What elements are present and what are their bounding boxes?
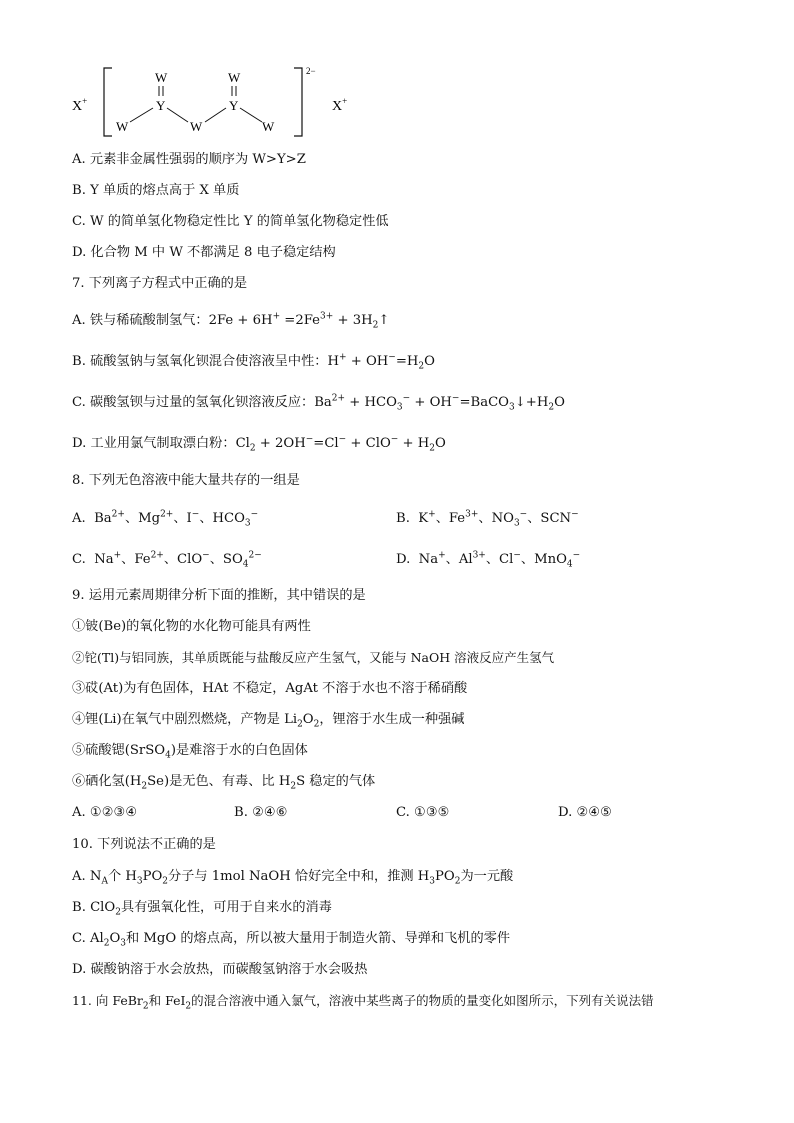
q10-option-d: D. 碳酸钠溶于水会放热，而碳酸氢钠溶于水会吸热 xyxy=(72,962,368,977)
q7-c-label: C. 碳酸氢钡与过量的氢氧化钡溶液反应： xyxy=(72,395,315,410)
q9-item-1: ①铍(Be)的氧化物的水化物可能具有两性 xyxy=(72,619,311,634)
atom-w-top1: W xyxy=(155,70,168,85)
structure-diagram xyxy=(66,62,366,142)
atom-w-left: W xyxy=(116,119,129,134)
q9-stem: 9. 运用元素周期律分析下面的推断，其中错误的是 xyxy=(72,588,366,603)
q6-option-d: D. 化合物 M 中 W 不都满足 8 电子稳定结构 xyxy=(72,245,336,260)
bond-wmid-y2 xyxy=(205,108,226,122)
q10-option-b: B. ClO$_2$具有强氧化性，可用于自来水的消毒 xyxy=(72,900,332,918)
q7-option-d: D. 工业用氯气制取漂白粉：$Cl_2 + 2OH^-=Cl^- + ClO^- + H_2O$ xyxy=(72,434,446,454)
q9-option-a: A. ①②③④ xyxy=(72,805,138,820)
bracket-left xyxy=(104,68,112,136)
q8-option-c: C. Na+、$Fe^{2+}$、ClO−、$SO_4^{2-}$ xyxy=(72,550,262,570)
q9-option-d: D. ②④⑤ xyxy=(558,805,612,820)
q8-option-d: D. Na+、$Al^{3+}$、Cl−、MnO$_4$− xyxy=(396,550,581,570)
atom-w-mid: W xyxy=(190,119,203,134)
bond-wleft-y1 xyxy=(130,108,153,122)
bond-y1-wmid xyxy=(167,108,188,122)
q10-option-a: A. $N_A$个 $H_3PO_2$分子与 1mol NaOH 恰好完全中和，推测 $H_3PO_2$为一元酸 xyxy=(72,869,514,887)
atom-w-right: W xyxy=(262,119,275,134)
cation-right: X+ xyxy=(332,96,348,114)
q9-item-4: ④锂(Li)在氧气中剧烈燃烧，产物是 $Li_2O_2$，锂溶于水生成一种强碱 xyxy=(72,712,465,730)
q8-option-b: B. K+、$Fe^{3+}$、$NO_3^-$、SCN− xyxy=(396,509,579,529)
q7-b-label: B. 硫酸氢钠与氢氧化钡混合使溶液呈中性： xyxy=(72,354,328,369)
q10-stem: 10. 下列说法不正确的是 xyxy=(72,837,216,852)
q6-option-c: C. W 的简单氢化物稳定性比 Y 的简单氢化物稳定性低 xyxy=(72,214,389,229)
q8-option-a: A. $Ba^{2+}$、$Mg^{2+}$、I−、$HCO_3^-$ xyxy=(72,509,259,529)
atom-y2: Y xyxy=(229,98,239,113)
cation-left: X+ xyxy=(72,96,88,114)
q9-item-3: ③砹(At)为有色固体，HAt 不稳定，AgAt 不溶于水也不溶于稀硝酸 xyxy=(72,681,468,696)
q7-stem: 7. 下列离子方程式中正确的是 xyxy=(72,276,248,291)
q9-option-b: B. ②④⑥ xyxy=(234,805,288,820)
anion-charge: 2− xyxy=(306,66,316,76)
q8-stem: 8. 下列无色溶液中能大量共存的一组是 xyxy=(72,473,300,488)
q7-d-label: D. 工业用氯气制取漂白粉： xyxy=(72,436,236,451)
q9-option-c: C. ①③⑤ xyxy=(396,805,450,820)
q7-option-c: C. 碳酸氢钡与过量的氢氧化钡溶液反应：$Ba^{2+} + HCO_3^-$ + $OH^-=BaCO_3↓+H_2O$ xyxy=(72,393,565,413)
q7-option-a: A. 铁与稀硫酸制氢气：$2Fe + 6H^+ =2Fe^{3+}$ + $3H_2↑$ xyxy=(72,311,390,331)
atom-y1: Y xyxy=(156,98,166,113)
q7-a-label: A. 铁与稀硫酸制氢气： xyxy=(72,313,209,328)
q9-item-2: ②铊(Tl)与铝同族，其单质既能与盐酸反应产生氢气，又能与 NaOH 溶液反应产生氢气 xyxy=(72,650,555,665)
q9-item-5: ⑤硫酸锶(SrSO$_4$)是难溶于水的白色固体 xyxy=(72,743,308,761)
q9-item-6: ⑥硒化氢$(H_2Se)$是无色、有毒、比 $H_2S$ 稳定的气体 xyxy=(72,774,376,792)
atom-w-top2: W xyxy=(228,70,241,85)
bond-y2-wright xyxy=(240,108,262,122)
q6-option-b: B. Y 单质的熔点高于 X 单质 xyxy=(72,183,240,198)
q10-option-c: C. $Al_2O_3$和 MgO 的熔点高，所以被大量用于制造火箭、导弹和飞机的零件 xyxy=(72,931,511,949)
q11-stem: 11. 向 FeBr$_2$和 FeI$_2$的混合溶液中通入氯气，溶液中某些离子的物质的量变化如图所示，下列有关说法错 xyxy=(72,993,654,1012)
bracket-right xyxy=(294,68,302,136)
q6-option-a: A. 元素非金属性强弱的顺序为 W>Y>Z xyxy=(72,152,306,167)
q7-option-b: B. 硫酸氢钠与氢氧化钡混合使溶液呈中性：$H^+ + OH^-=H_2O$ xyxy=(72,352,435,372)
